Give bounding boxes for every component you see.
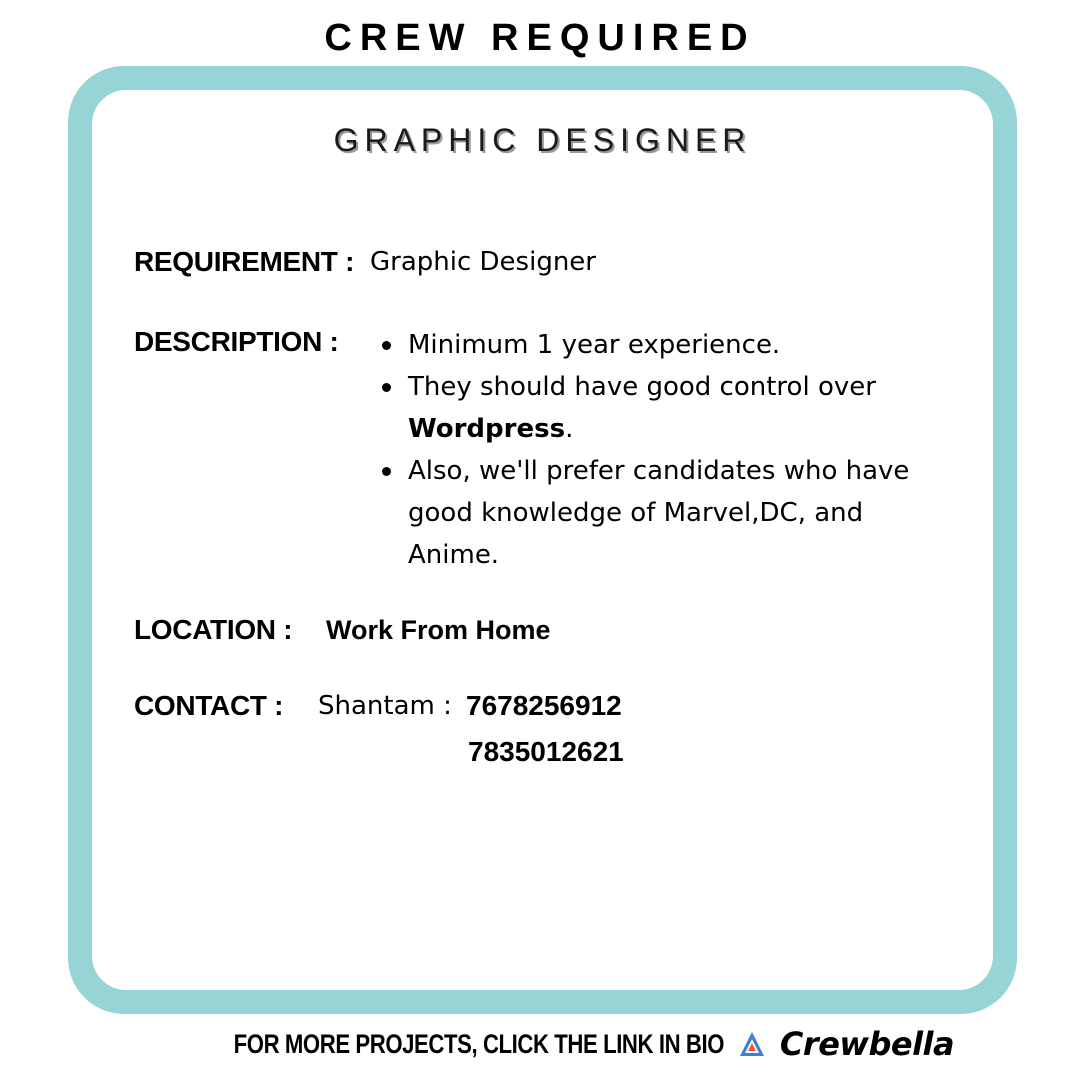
contact-label: CONTACT : xyxy=(134,690,284,721)
description-item-text: They should have good control over xyxy=(408,372,876,402)
bullet-icon xyxy=(382,341,391,350)
description-item xyxy=(388,450,948,576)
footer-cta-text: FOR MORE PROJECTS, CLICK THE LINK IN BIO xyxy=(233,1028,724,1059)
job-title: GRAPHIC DESIGNER xyxy=(333,122,752,158)
brand-name: Crewbella xyxy=(779,1025,955,1063)
highlight-wordpress: Wordpress xyxy=(408,414,566,444)
description-item xyxy=(388,324,948,366)
footer xyxy=(0,1022,1080,1066)
job-card xyxy=(92,90,993,990)
description-item-text: Minimum 1 year experience. xyxy=(408,330,781,360)
bullet-icon xyxy=(382,467,391,476)
requirement-value: Graphic Designer xyxy=(370,247,596,277)
contact-phone-1: 7678256912 xyxy=(466,690,622,721)
bullet-icon xyxy=(382,383,391,392)
contact-name: Shantam : xyxy=(318,691,452,721)
location-value: Work From Home xyxy=(326,615,551,645)
location-label: LOCATION : xyxy=(134,614,293,645)
page-title: CREW REQUIRED xyxy=(324,17,756,59)
description-item-suffix: . xyxy=(565,414,574,444)
contact-phone-2: 7835012621 xyxy=(468,736,624,767)
description-label: DESCRIPTION : xyxy=(134,326,339,357)
crewbella-logo-icon xyxy=(738,1030,766,1058)
description-item xyxy=(388,366,948,450)
description-list xyxy=(388,324,948,576)
requirement-label: REQUIREMENT : xyxy=(134,246,355,277)
card-frame xyxy=(68,66,1017,1014)
description-item-text: Also, we'll prefer candidates who have good knowledge of Marvel,DC, and Anime. xyxy=(408,456,910,570)
